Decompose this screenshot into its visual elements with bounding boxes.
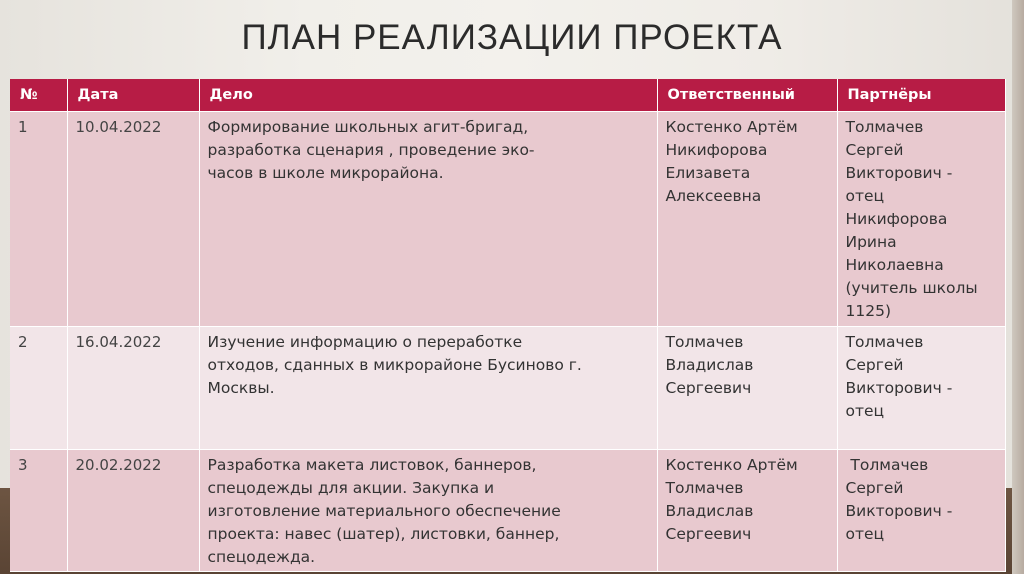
responsible-line: Толмачев: [665, 479, 744, 497]
partners-line: Сергей: [845, 141, 904, 159]
row-responsible: [657, 450, 837, 572]
responsible-line: Сергеевич: [665, 379, 752, 397]
partners-line: отец: [845, 525, 885, 543]
responsible-line: Костенко Артём: [665, 456, 798, 474]
row-task: [199, 450, 657, 572]
page-title: ПЛАН РЕАЛИЗАЦИИ ПРОЕКТА: [241, 18, 783, 57]
header-date: Дата: [67, 79, 199, 112]
table-header-row: [10, 79, 1005, 112]
row-partners: [837, 450, 1005, 572]
partners-line: Викторович -: [845, 379, 953, 397]
partners-line: Николаевна: [845, 256, 944, 274]
row-date: 10.04.2022: [67, 112, 199, 327]
header-number: №: [10, 79, 67, 112]
row-date: 16.04.2022: [67, 327, 199, 450]
partners-line: Сергей: [845, 479, 904, 497]
row-partners: [837, 112, 1005, 327]
row-partners: [837, 327, 1005, 450]
header-responsible: Ответственный: [657, 79, 837, 112]
task-line: разработка сценария , проведение эко-: [207, 141, 535, 159]
partners-line: отец: [845, 187, 885, 205]
partners-line: Толмачев: [845, 456, 929, 474]
task-line: Разработка макета листовок, баннеров,: [207, 456, 537, 474]
row-responsible: [657, 327, 837, 450]
partners-line: Никифорова: [845, 210, 948, 228]
task-line: Москвы.: [207, 379, 275, 397]
row-number: 3: [10, 450, 67, 572]
task-line: отходов, сданных в микрорайоне Бусиново г.: [207, 356, 582, 374]
responsible-line: Владислав: [665, 502, 754, 520]
row-task: [199, 112, 657, 327]
table-row: [10, 327, 1005, 450]
responsible-line: Владислав: [665, 356, 754, 374]
project-plan-table: [10, 79, 1006, 572]
responsible-line: Сергеевич: [665, 525, 752, 543]
partners-line: Викторович -: [845, 502, 953, 520]
partners-line: 1125): [845, 302, 891, 320]
slide-edge: [1012, 0, 1024, 574]
task-line: часов в школе микрорайона.: [207, 164, 444, 182]
task-line: спецодежды для акции. Закупка и: [207, 479, 495, 497]
responsible-line: Елизавета: [665, 164, 751, 182]
header-task: Дело: [199, 79, 657, 112]
row-number: 1: [10, 112, 67, 327]
header-partners: Партнёры: [837, 79, 1005, 112]
responsible-line: Никифорова: [665, 141, 768, 159]
task-line: Формирование школьных агит-бригад,: [207, 118, 529, 136]
row-responsible: [657, 112, 837, 327]
task-line: проекта: навес (шатер), листовки, баннер,: [207, 525, 560, 543]
partners-line: Толмачев: [845, 118, 924, 136]
task-line: спецодежда.: [207, 548, 316, 566]
partners-line: Ирина: [845, 233, 897, 251]
table-row: [10, 450, 1005, 572]
table-row: [10, 112, 1005, 327]
responsible-line: Алексеевна: [665, 187, 762, 205]
task-line: изготовление материального обеспечение: [207, 502, 561, 520]
partners-line: отец: [845, 402, 885, 420]
responsible-line: Костенко Артём: [665, 118, 798, 136]
task-line: Изучение информацию о переработке: [207, 333, 523, 351]
row-task: [199, 327, 657, 450]
row-date: 20.02.2022: [67, 450, 199, 572]
responsible-line: Толмачев: [665, 333, 744, 351]
row-number: 2: [10, 327, 67, 450]
partners-line: Викторович -: [845, 164, 953, 182]
partners-line: Сергей: [845, 356, 904, 374]
partners-line: (учитель школы: [845, 279, 978, 297]
partners-line: Толмачев: [845, 333, 924, 351]
